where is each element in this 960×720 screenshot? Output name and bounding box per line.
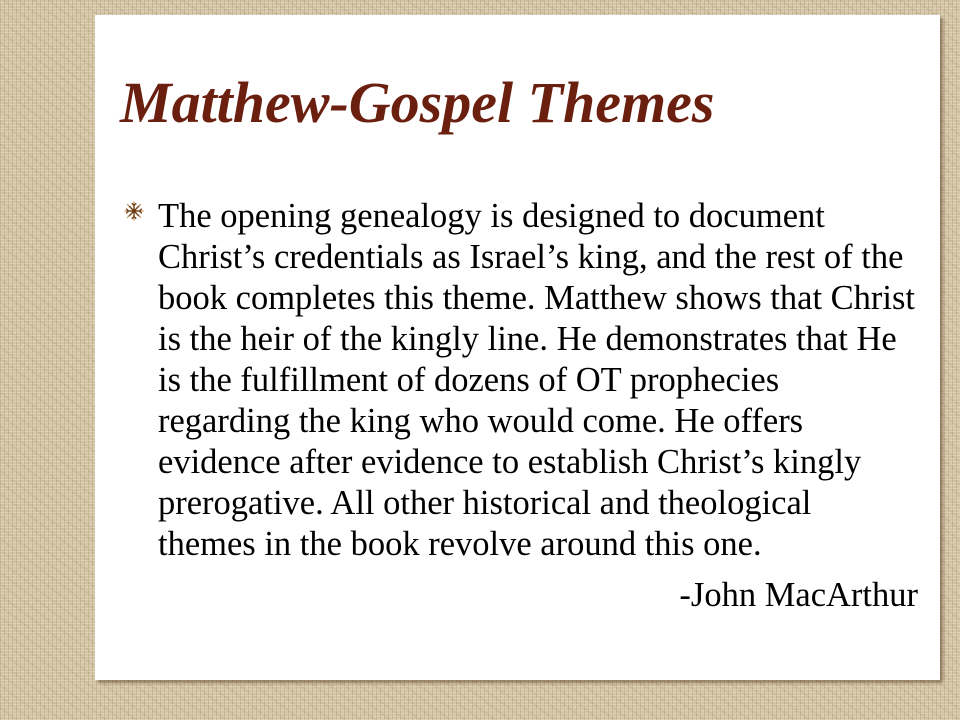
paragraph-line: Christ’s credentials as Israel’s king, and the rest of the xyxy=(158,238,904,276)
content-panel xyxy=(95,15,940,680)
paragraph-line: The opening genealogy is designed to document xyxy=(158,197,825,235)
bullet-paragraph xyxy=(158,196,915,565)
paragraph-line: is the fulfillment of dozens of OT prophecies xyxy=(158,361,780,399)
star-bullet-icon xyxy=(123,200,145,222)
quote-attribution: -John MacArthur xyxy=(679,576,918,614)
paragraph-line: book completes this theme. Matthew shows that Christ xyxy=(158,279,915,317)
slide-title: Matthew-Gospel Themes xyxy=(120,70,715,135)
paragraph-line: prerogative. All other historical and theological xyxy=(158,484,812,522)
star-bullet-icon-graphic xyxy=(123,200,145,222)
paragraph-line: is the heir of the kingly line. He demonstrates that He xyxy=(158,320,897,358)
paragraph-line: evidence after evidence to establish Christ’s kingly xyxy=(158,443,862,481)
paragraph-line: themes in the book revolve around this one. xyxy=(158,525,762,563)
paragraph-line: regarding the king who would come. He offers xyxy=(158,402,804,440)
